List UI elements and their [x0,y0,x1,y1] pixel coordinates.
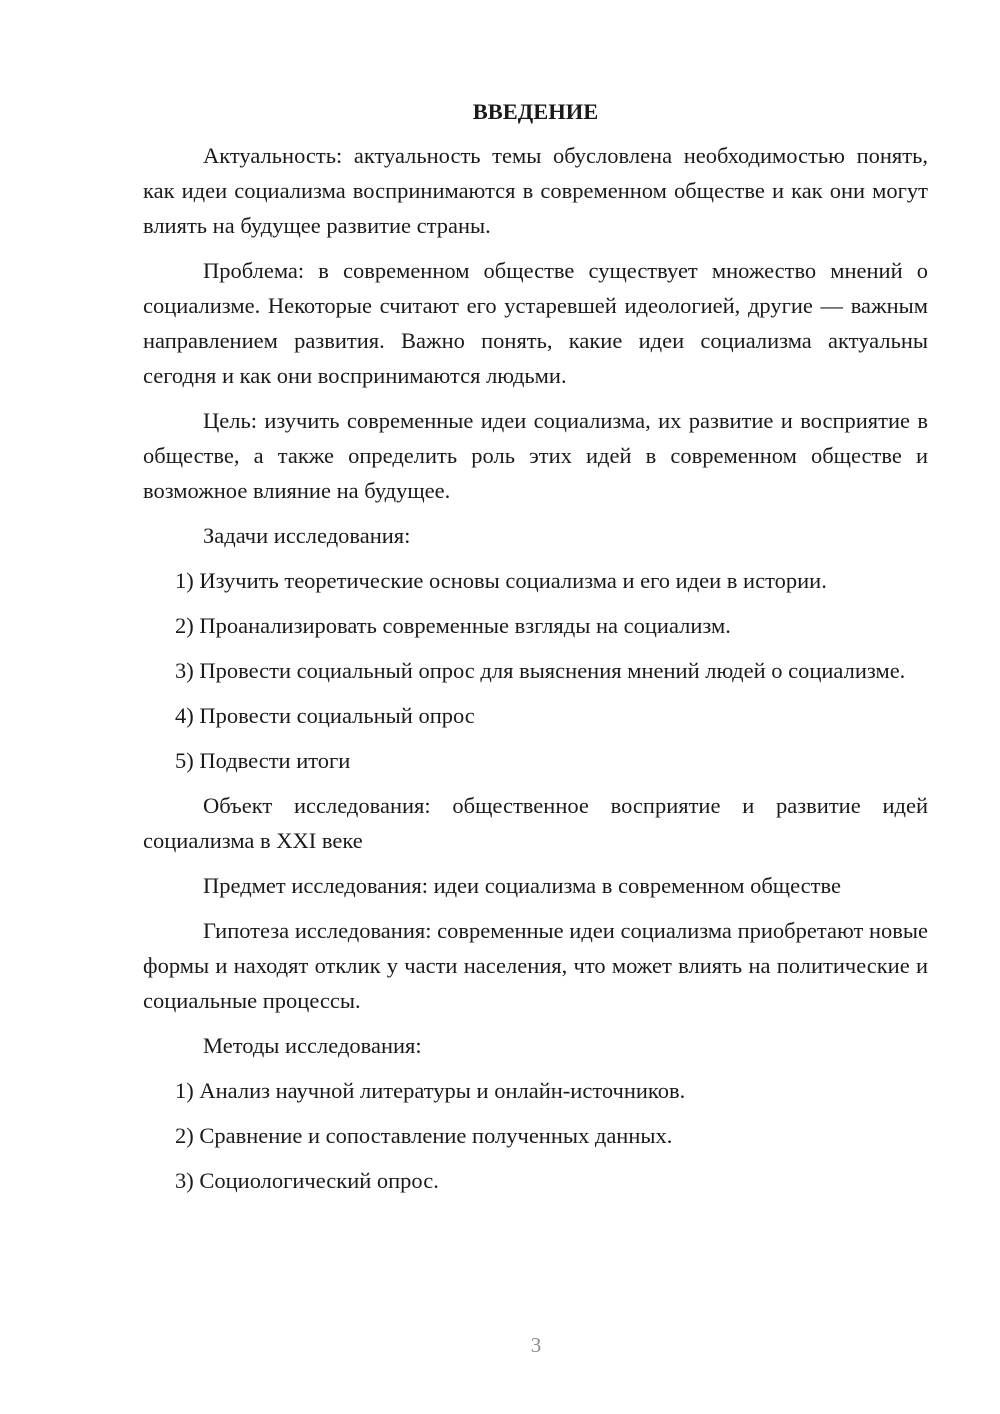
problem-paragraph: Проблема: в современном обществе существует множество мнений о социализме. Некоторые считают его устаревшей идеологией, другие — важным направлением развития. Важно понять, какие идеи социализма актуальны сегодня и как они воспринимаются людьми. [143,258,928,388]
method-item-3: 3) Социологический опрос. [175,1168,439,1193]
relevance-paragraph: Актуальность: актуальность темы обусловлена необходимостью понять, как идеи социализма воспринимаются в современном обществе и как они могут влиять на будущее развитие страны. [143,143,928,238]
subject-paragraph: Предмет исследования: идеи социализма в современном обществе [203,873,841,898]
page-content [143,95,928,1208]
goal-paragraph: Цель: изучить современные идеи социализма, их развитие и восприятие в обществе, а также определить роль этих идей в современном обществе и возможное влияние на будущее. [143,408,928,503]
task-item-2: 2) Проанализировать современные взгляды на социализм. [175,613,731,638]
methods-heading: Методы исследования: [203,1033,422,1058]
method-item-2: 2) Сравнение и сопоставление полученных данных. [175,1123,673,1148]
hypothesis-paragraph: Гипотеза исследования: современные идеи социализма приобретают новые формы и находят отклик у части населения, что может влиять на политические и социальные процессы. [143,918,928,1013]
task-item-3: 3) Провести социальный опрос для выяснения мнений людей о социализме. [175,658,906,683]
task-item-4: 4) Провести социальный опрос [175,703,475,728]
object-paragraph: Объект исследования: общественное восприятие и развитие идей социализма в XXI веке [143,793,928,853]
page-number: 3 [530,1333,542,1357]
task-item-1: 1) Изучить теоретические основы социализма и его идеи в истории. [175,568,827,593]
method-item-1: 1) Анализ научной литературы и онлайн-источников. [175,1078,686,1103]
section-title: ВВЕДЕНИЕ [472,99,599,124]
task-item-5: 5) Подвести итоги [175,748,351,773]
tasks-heading: Задачи исследования: [203,523,411,548]
